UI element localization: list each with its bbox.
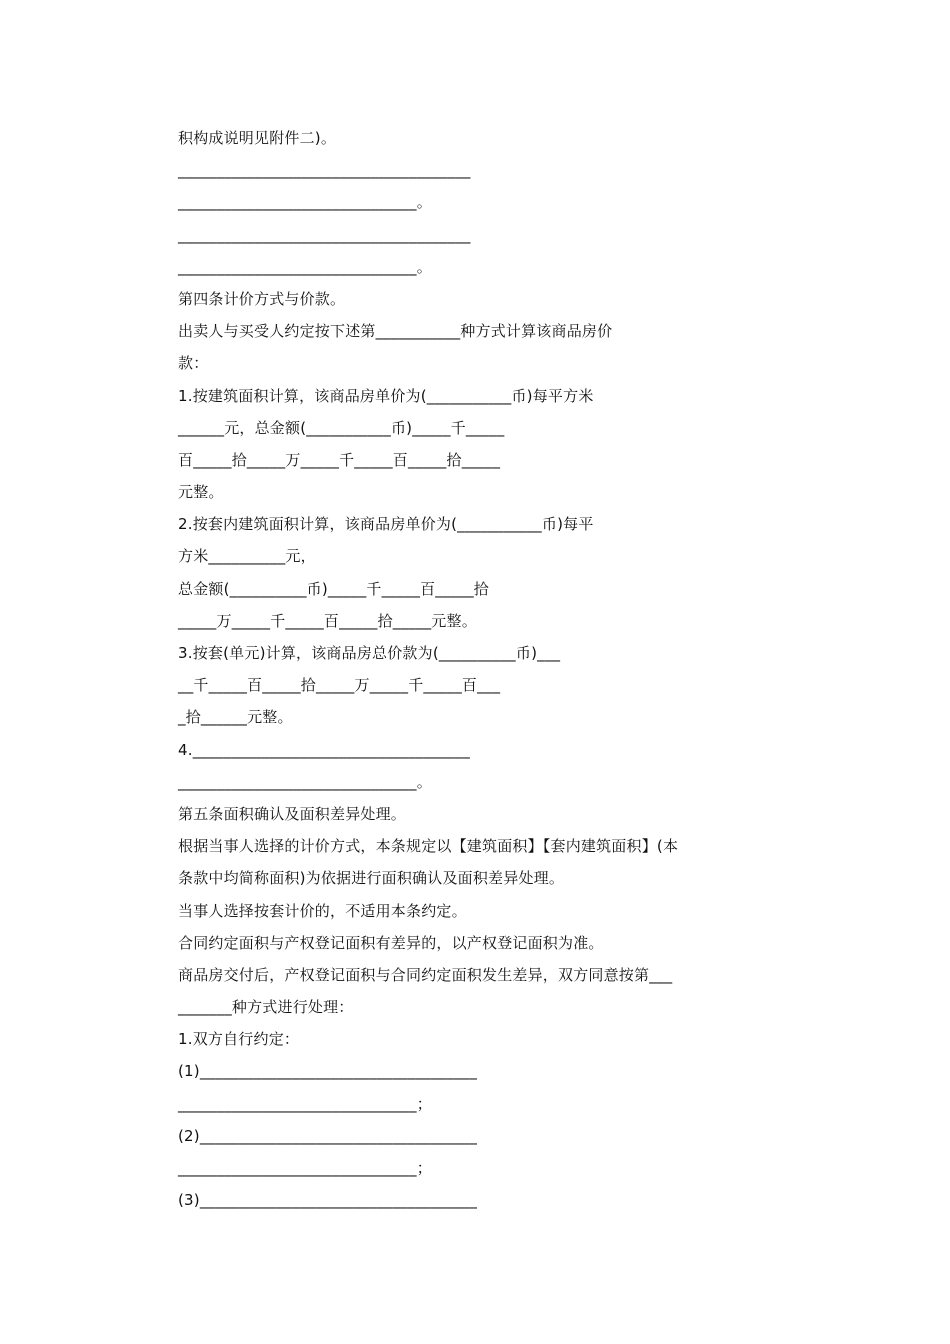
text-line-11: 百_____拾_____万_____千_____百_____拾_____	[178, 450, 501, 469]
text-line-21: _______________________________。	[178, 772, 432, 791]
text-line-10: ______元，总金额(___________币)_____千_____	[178, 418, 505, 437]
blank-line-2: ______________________________________	[178, 161, 471, 180]
text-line-1: 积构成说明见附件二)。	[178, 129, 337, 147]
blank-line-5: _______________________________。	[178, 257, 432, 276]
text-line-31: _______________________________；	[178, 1094, 432, 1113]
text-line-8: 款：	[178, 354, 209, 373]
text-line-20: 4.____________________________________	[178, 740, 470, 759]
text-line-18: __千_____百_____拾_____万_____千_____百___	[178, 676, 501, 695]
article-5-heading: 第五条面积确认及面积差异处理。	[178, 804, 407, 823]
text-line-32: (2)____________________________________	[178, 1126, 478, 1145]
text-line-27: 商品房交付后，产权登记面积与合同约定面积发生差异，双方同意按第___	[178, 965, 673, 984]
text-line-9: 1.按建筑面积计算，该商品房单价为(___________币)每平方米	[178, 386, 594, 405]
text-line-19: _拾______元整。	[178, 708, 293, 727]
blank-line-4: ______________________________________	[178, 225, 471, 244]
text-line-28: _______种方式进行处理：	[178, 998, 354, 1017]
text-line-33: _______________________________；	[178, 1159, 432, 1177]
article-4-heading: 第四条计价方式与价款。	[178, 289, 346, 308]
text-line-24: 条款中均简称面积)为依据进行面积确认及面积差异处理。	[178, 869, 565, 888]
text-line-30: (1)____________________________________	[178, 1062, 478, 1081]
text-line-13: 2.按套内建筑面积计算，该商品房单价为(___________币)每平	[178, 515, 594, 534]
text-line-14: 方米__________元，	[178, 547, 316, 566]
text-line-16: _____万_____千_____百_____拾_____元整。	[178, 611, 477, 630]
text-line-15: 总金额(__________币)_____千_____百_____拾	[178, 579, 490, 598]
contract-page	[178, 122, 778, 1216]
blank-line-3: _______________________________。	[178, 193, 432, 212]
text-line-23: 根据当事人选择的计价方式，本条规定以【建筑面积】【套内建筑面积】(本	[178, 837, 679, 856]
text-line-34: (3)____________________________________	[178, 1191, 478, 1210]
text-line-25: 当事人选择按套计价的，不适用本条约定。	[178, 901, 467, 920]
text-line-17: 3.按套(单元)计算，该商品房总价款为(__________币)___	[178, 644, 561, 662]
text-line-7: 出卖人与买受人约定按下述第___________种方式计算该商品房价	[178, 322, 613, 341]
text-line-26: 合同约定面积与产权登记面积有差异的，以产权登记面积为准。	[178, 933, 604, 952]
text-line-12: 元整。	[178, 483, 224, 502]
text-line-29: 1.双方自行约定：	[178, 1030, 300, 1049]
